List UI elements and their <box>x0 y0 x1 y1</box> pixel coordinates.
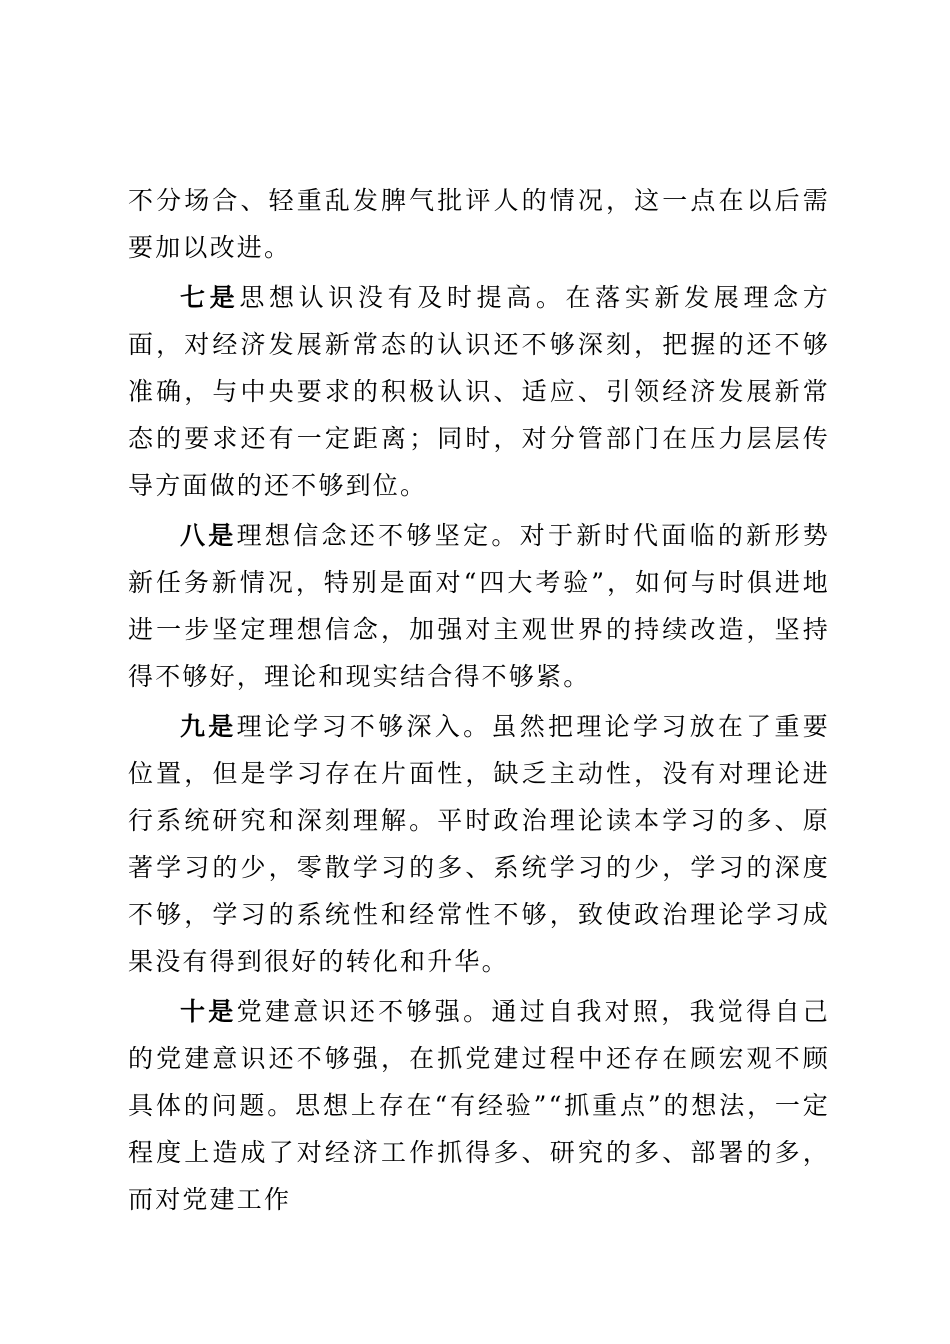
paragraph-text: 思想认识没有及时提高。在落实新发展理念方面，对经济发展新常态的认识还不够深刻，把握的还不够准确，与中央要求的积极认识、适应、引领经济发展新常态的要求还有一定距离；同时，对分管部门在压力层层传导方面做的还不够到位。 <box>128 283 830 500</box>
paragraph-text: 理论学习不够深入。虽然把理论学习放在了重要位置，但是学习存在片面性，缺乏主动性，没有对理论进行系统研究和深刻理解。平时政治理论读本学习的多、原著学习的少，零散学习的多、系统学习的少，学习的深度不够，学习的系统性和经常性不够，致使政治理论学习成果没有得到很好的转化和升华。 <box>128 712 831 976</box>
paragraph-lead: 八是 <box>180 521 237 550</box>
paragraph-item-9 <box>128 703 830 985</box>
paragraph-lead: 十是 <box>180 997 237 1026</box>
paragraph-item-8 <box>128 512 830 700</box>
paragraph-item-10 <box>128 988 830 1223</box>
paragraph-text: 理想信念还不够坚定。对于新时代面临的新形势新任务新情况，特别是面对“四大考验”，如何与时俱进地进一步坚定理想信念，加强对主观世界的持续改造，坚持得不够好，理论和现实结合得不够紧。 <box>128 521 831 691</box>
paragraph-lead: 七是 <box>180 283 240 312</box>
paragraph-lead: 九是 <box>180 712 237 741</box>
paragraph-continuation <box>128 177 830 271</box>
paragraph-text: 不分场合、轻重乱发脾气批评人的情况，这一点在以后需要加以改进。 <box>128 186 830 262</box>
document-page <box>128 177 830 1223</box>
paragraph-text: 党建意识还不够强。通过自我对照，我觉得自己的党建意识还不够强，在抓党建过程中还存在顾宏观不顾具体的问题。思想上存在“有经验”“抓重点”的想法，一定程度上造成了对经济工作抓得多、研究的多、部署的多，而对党建工作 <box>128 997 831 1214</box>
paragraph-item-7 <box>128 274 830 509</box>
